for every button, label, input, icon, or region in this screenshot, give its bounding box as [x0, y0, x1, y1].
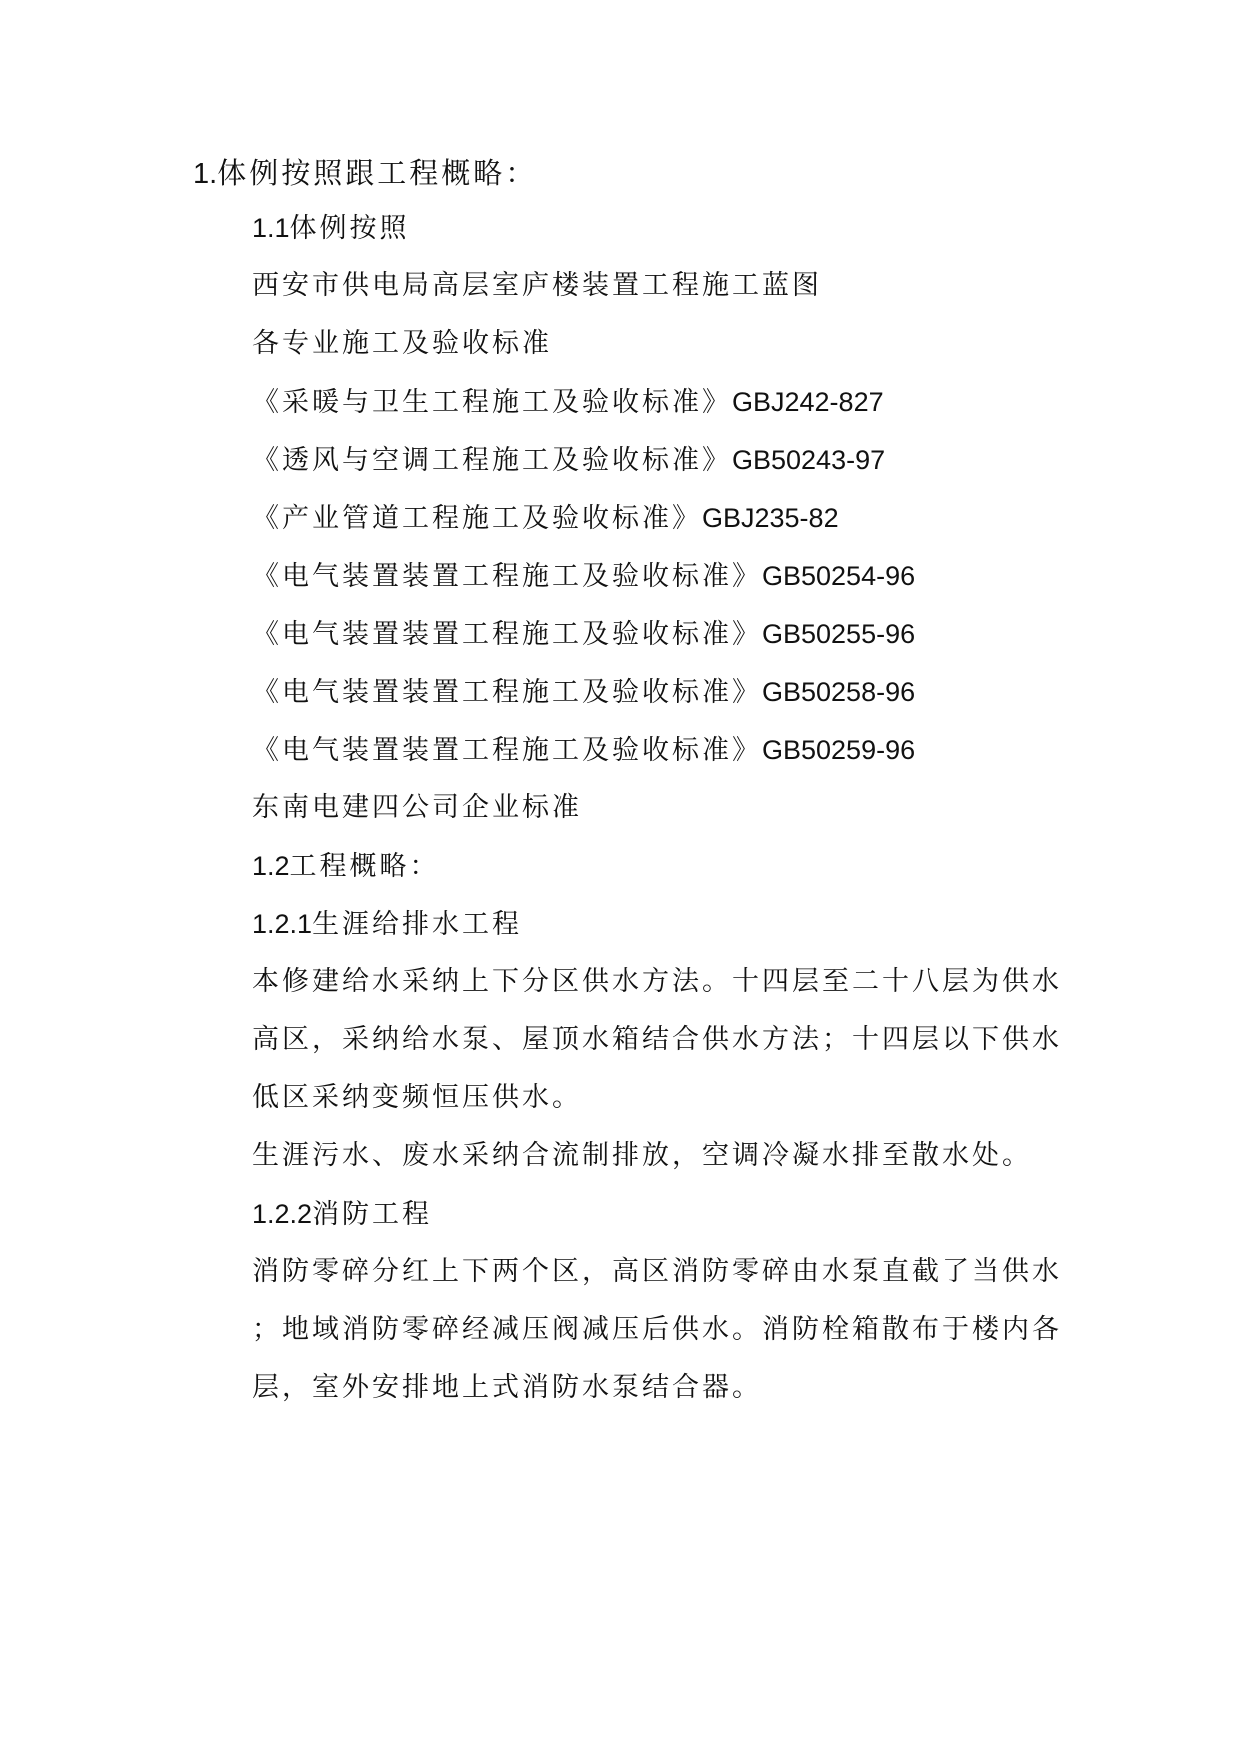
standard-title: 《电气装置装置工程施工及验收标准》	[252, 677, 762, 708]
section-1-2-2-number: 1.2.2	[252, 1199, 313, 1229]
standard-title: 《采暖与卫生工程施工及验收标准》	[252, 387, 732, 418]
standard-code: GBJ242-827	[732, 387, 884, 417]
standard-code: GB50259-96	[762, 735, 916, 765]
standard-code: GB50255-96	[762, 619, 916, 649]
heading-1-number: 1.	[193, 158, 218, 190]
standard-item	[252, 384, 1052, 421]
standard-title: 《电气装置装置工程施工及验收标准》	[252, 619, 762, 650]
section-1-2-number: 1.2	[252, 851, 290, 881]
heading-1	[193, 155, 993, 192]
standard-title: 《透风与空调工程施工及验收标准》	[252, 445, 732, 476]
company-standard: 东南电建四公司企业标准	[252, 792, 582, 823]
standard-item	[252, 732, 1052, 769]
section-1-1-heading	[252, 210, 1052, 247]
standard-title: 《电气装置装置工程施工及验收标准》	[252, 735, 762, 766]
section-1-1-number: 1.1	[252, 213, 290, 243]
heading-1-text: 体例按照跟工程概略：	[217, 156, 538, 190]
basis-line: 西安市供电局高层室庐楼装置工程施工蓝图	[252, 270, 822, 301]
paragraph-line: ；地域消防零碎经减压阀减压后供水。消防栓箱散布于楼内各	[252, 1314, 1062, 1345]
section-1-2-2-heading	[252, 1196, 1052, 1233]
section-1-2-1-number: 1.2.1	[252, 909, 313, 939]
section-1-1-text: 体例按照	[289, 213, 410, 244]
standard-code: GBJ235-82	[702, 503, 839, 533]
paragraph-line: 高区，采纳给水泵、屋顶水箱结合供水方法；十四层以下供水	[252, 1024, 1062, 1055]
standard-title: 《电气装置装置工程施工及验收标准》	[252, 561, 762, 592]
paragraph-line: 生涯污水、废水采纳合流制排放，空调冷凝水排至散水处。	[252, 1140, 1032, 1171]
section-1-2-2-text: 消防工程	[312, 1199, 433, 1230]
standard-item	[252, 674, 1052, 711]
section-1-2-heading	[252, 848, 1052, 885]
standard-item	[252, 558, 1052, 595]
standard-item	[252, 500, 1052, 537]
standard-title: 《产业管道工程施工及验收标准》	[252, 503, 702, 534]
section-1-2-text: 工程概略：	[289, 851, 440, 882]
basis-line: 各专业施工及验收标准	[252, 328, 552, 359]
standard-code: GB50258-96	[762, 677, 916, 707]
section-1-2-1-text: 生涯给排水工程	[312, 909, 523, 940]
section-1-2-1-heading	[252, 906, 1052, 943]
standard-code: GB50254-96	[762, 561, 916, 591]
paragraph-line: 消防零碎分红上下两个区，高区消防零碎由水泵直截了当供水	[252, 1256, 1062, 1287]
standard-item	[252, 616, 1052, 653]
paragraph-line: 低区采纳变频恒压供水。	[252, 1082, 582, 1113]
paragraph-line: 层，室外安排地上式消防水泵结合器。	[252, 1372, 762, 1403]
standard-code: GB50243-97	[732, 445, 886, 475]
paragraph-line: 本修建给水采纳上下分区供水方法。十四层至二十八层为供水	[252, 966, 1062, 997]
standard-item	[252, 442, 1052, 479]
